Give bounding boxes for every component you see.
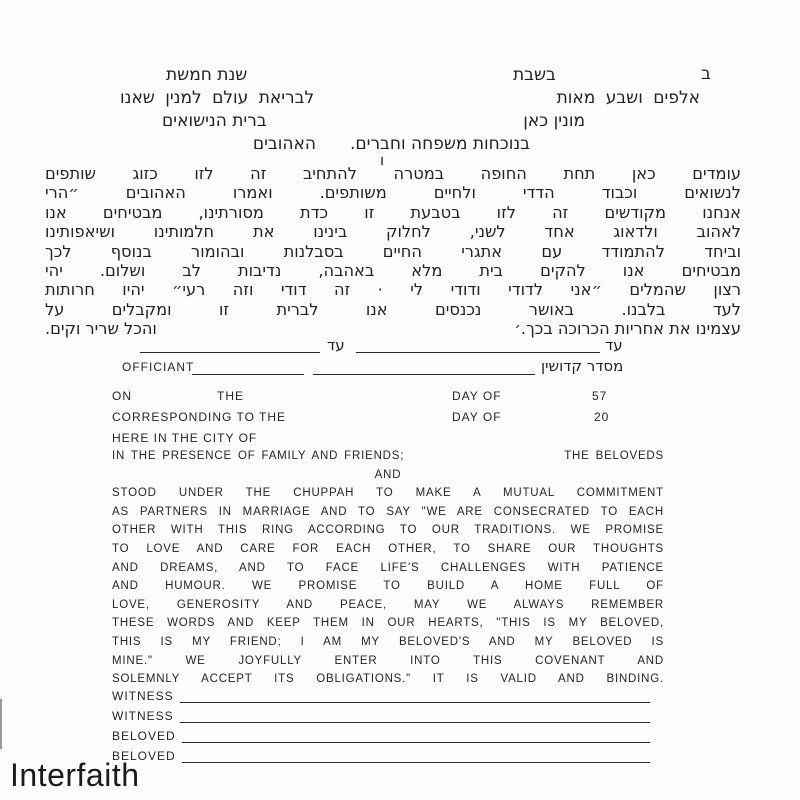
beloved-label: BELOVED xyxy=(112,749,176,763)
hebrew-presence: בנוכחות משפחה וחברים. xyxy=(349,134,530,154)
hebrew-count-here: מונין כאן xyxy=(523,111,585,131)
hebrew-presence-line xyxy=(253,134,530,154)
beloved-signature-line xyxy=(182,728,650,743)
english-paragraph-line: OTHER WITH THIS RING ACCORDING TO OUR TRADITIONS. WE PROMISE xyxy=(112,524,664,537)
hebrew-paragraph-line: לעד בלבנו. באושר נכנסים אנו לברית זו ומקבלים על xyxy=(45,299,741,319)
officiant-label-english: OFFICIANT xyxy=(122,360,195,374)
and-between-names: AND xyxy=(374,468,402,481)
presence-text: IN THE PRESENCE OF FAMILY AND FRIENDS; xyxy=(112,450,405,462)
hebrew-paragraph-line: אנחנו מקודשים זה לזו בטבעת זו כדת מסורתינו, מבטיחים אנו xyxy=(45,202,741,222)
witness-label: WITNESS xyxy=(112,709,174,723)
hebrew-vav-between-names: ו xyxy=(380,151,385,169)
english-paragraph-line: AND HUMOUR. WE PROMISE TO BUILD A HOME FULL OF xyxy=(112,580,664,593)
hebrew-witness-label: עד xyxy=(327,336,345,354)
hebrew-closing-left: והכל שריר וקים. xyxy=(45,319,157,339)
witness-label: WITNESS xyxy=(112,689,174,703)
english-paragraph xyxy=(112,447,664,689)
officiant-signature-line xyxy=(192,360,304,375)
english-paragraph-line: MINE." WE JOYFULLY ENTER INTO THIS COVENANT AND xyxy=(112,654,664,667)
english-paragraph-line: THESE WORDS AND KEEP THEM IN OUR HEARTS, "THIS IS MY BELOVED, xyxy=(112,617,664,630)
beloveds-text: THE BELOVEDS xyxy=(564,450,664,462)
officiant-label-hebrew: מסדר קדושין xyxy=(541,357,624,375)
english-presence-line xyxy=(112,447,664,466)
english-paragraph-line: STOOD UNDER THE CHUPPAH TO MAKE A MUTUAL COMMITMENT xyxy=(112,487,664,500)
civil-year-prefix: 20 xyxy=(594,410,610,424)
hebrew-creation: לבריאת עולם למנין שאנו xyxy=(120,88,315,108)
hebrew-paragraph-line: לאהוב ולדאוג אחד לשני, לחלוק בינינו את חלמותינו ושיאפותינו xyxy=(45,222,741,242)
beloved-signature-row xyxy=(112,727,650,743)
witness-signature-line xyxy=(180,708,650,723)
hebrew-covenant: ברית הנישואים xyxy=(162,111,267,131)
hebrew-paragraph-line: עומדים כאן תחת החופה במטרה להתחיב זה לזו כזוג שותפים xyxy=(45,164,741,183)
hebrew-paragraph-last-line xyxy=(45,319,741,338)
english-paragraph-line: AS PARTNERS IN MARRIAGE AND TO SAY "WE ARE CONSECRATED TO EACH xyxy=(112,505,664,518)
hebrew-closing-right: עצמינו את אחריות הכרוכה בכך.׳ xyxy=(514,319,741,339)
date-day-of-label: DAY OF xyxy=(452,389,502,403)
hebrew-witness-signature-line xyxy=(140,338,320,353)
hebrew-paragraph-line: לנשואים וכבוד הדדי ולחיים משותפים. ואמרו האהובים ״הרי xyxy=(45,183,741,203)
hebrew-day-prefix: ב xyxy=(701,64,711,84)
ketubah-style-caption: Interfaith xyxy=(10,757,140,793)
hebrew-paragraph-line: וביחד להתמודד עם אתגרי החיים בסבלנות ובהומור בנוסף לכך xyxy=(45,241,741,261)
scan-edge-artifact xyxy=(0,699,2,749)
english-paragraph-line: THIS IS MY FRIEND; I AM MY BELOVED'S AND MY BELOVED IS xyxy=(112,635,664,648)
english-paragraph-line: AND DREAMS, AND TO FACE LIFE'S CHALLENGES WITH PATIENCE xyxy=(112,561,664,574)
officiant-signature-line xyxy=(313,360,535,375)
corresponding-label: CORRESPONDING TO THE xyxy=(112,410,287,424)
witness-signature-row xyxy=(112,687,650,703)
english-paragraph-line: LOVE, GENEROSITY AND PEACE, MAY WE ALWAYS REMEMBER xyxy=(112,598,664,611)
hebrew-beloveds: האהובים xyxy=(252,134,316,154)
witness-signature-line xyxy=(180,688,650,703)
hebrew-year-of: שנת חמשת xyxy=(166,65,248,85)
beloved-signature-row xyxy=(112,747,650,763)
beloved-label: BELOVED xyxy=(112,729,176,743)
witness-signature-row xyxy=(112,707,650,723)
hebrew-of-week: בשבת xyxy=(513,65,556,85)
city-label: HERE IN THE CITY OF xyxy=(112,431,258,445)
hebrew-witness-signature-line xyxy=(356,338,600,353)
hebrew-year-prefix: 57 xyxy=(592,389,608,403)
hebrew-witness-label: עד xyxy=(605,336,623,354)
hebrew-paragraph-line: רצון שהמלים ״אני לדודי ודודי לי · זה דודי וזה רעי״ יהיו חרותות xyxy=(45,280,741,300)
hebrew-paragraph xyxy=(45,164,741,339)
beloved-signature-line xyxy=(182,748,650,763)
date-on-label: ON xyxy=(112,389,132,403)
date-the-label: THE xyxy=(217,389,244,403)
date-day-of-label: DAY OF xyxy=(452,410,502,424)
hebrew-paragraph-line: מבטיחים אנו להקים בית מלא באהבה, נדיבות לב ושלום. יהי xyxy=(45,260,741,280)
english-paragraph-line: TO LOVE AND CARE FOR EACH OTHER, TO SHARE OUR THOUGHTS xyxy=(112,542,664,555)
english-paragraph-line: SOLEMNLY ACCEPT ITS OBLIGATIONS." IT IS VALID AND BINDING. xyxy=(112,673,664,686)
hebrew-thousands: אלפים ושבע מאות xyxy=(556,88,700,108)
